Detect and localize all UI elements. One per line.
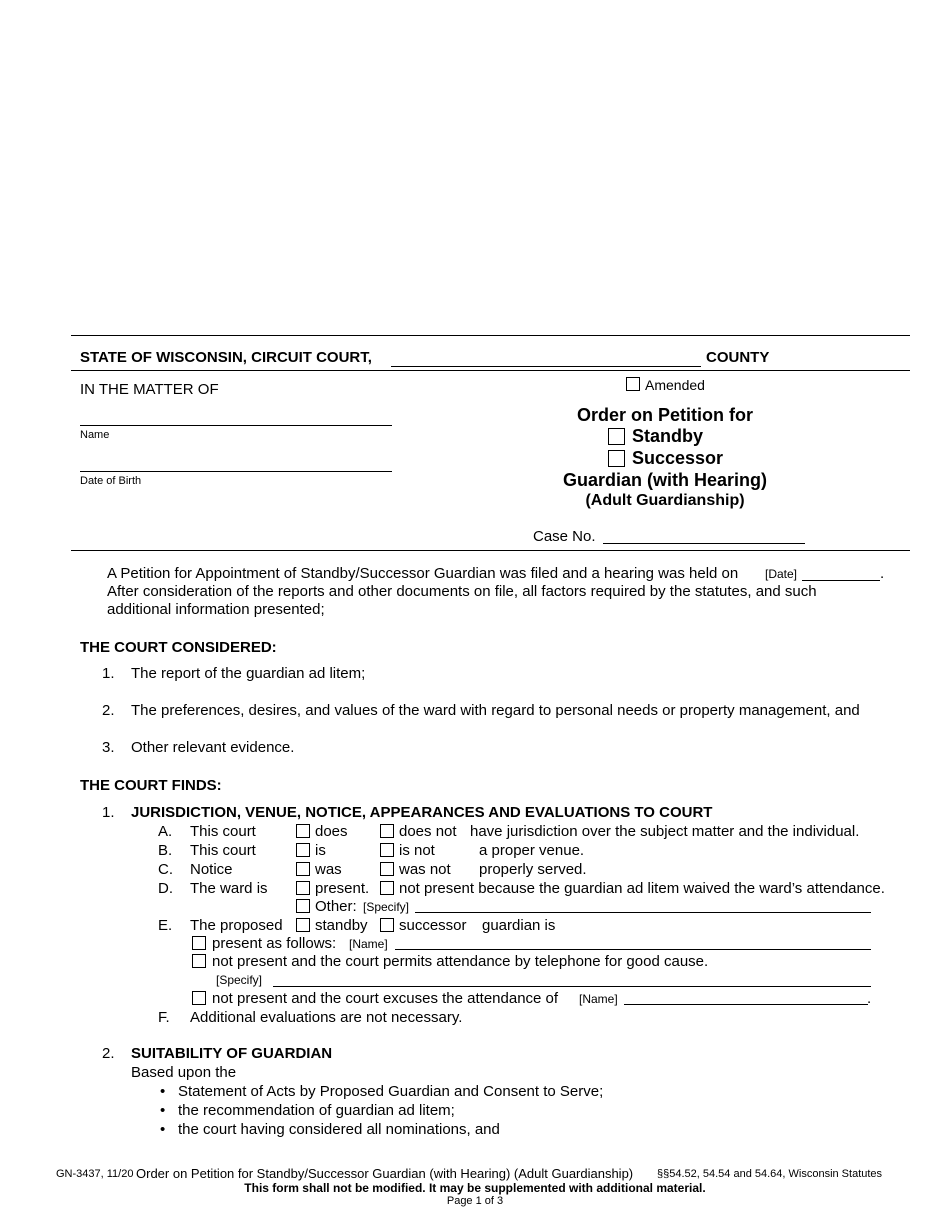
ward-not-present-label: not present because the guardian ad litem waived the ward’s attendance. bbox=[399, 880, 885, 897]
amended-label: Amended bbox=[645, 377, 705, 393]
standby-checkbox[interactable] bbox=[608, 428, 625, 445]
guardian-excused-field[interactable] bbox=[624, 1004, 868, 1005]
item-a-letter: A. bbox=[158, 823, 173, 840]
item-c-tail: properly served. bbox=[479, 861, 587, 878]
notice-was-label: was bbox=[315, 861, 342, 878]
section1-title: JURISDICTION, VENUE, NOTICE, APPEARANCES AND EVALUATIONS TO COURT bbox=[131, 804, 713, 821]
venue-is-not-checkbox[interactable] bbox=[380, 843, 394, 857]
considered-item-num: 3. bbox=[102, 739, 115, 756]
successor-label: Successor bbox=[632, 448, 724, 468]
intro-line1: A Petition for Appointment of Standby/Successor Guardian was filed and a hearing was held on bbox=[107, 565, 739, 582]
bullet-mark: • bbox=[160, 1102, 166, 1119]
telephone-specify-field[interactable] bbox=[273, 986, 871, 987]
section2-num: 2. bbox=[102, 1045, 115, 1062]
guardian-present-checkbox[interactable] bbox=[192, 936, 206, 950]
venue-is-not-label: is not bbox=[399, 842, 435, 859]
considered-heading: THE COURT CONSIDERED: bbox=[80, 639, 277, 656]
case-no-label: Case No. bbox=[533, 528, 596, 545]
guardian-telephone-checkbox[interactable] bbox=[192, 954, 206, 968]
item-b-letter: B. bbox=[158, 842, 173, 859]
dob-label: Date of Birth bbox=[80, 475, 142, 487]
item-a-tail: have jurisdiction over the subject matter and the individual. bbox=[470, 823, 860, 840]
name-label: Name bbox=[80, 429, 110, 441]
finds-heading: THE COURT FINDS: bbox=[80, 777, 222, 794]
ward-other-label: Other: bbox=[315, 898, 357, 915]
guardian-telephone-label: not present and the court permits attendance by telephone for good cause. bbox=[212, 953, 709, 970]
item-c-letter: C. bbox=[158, 861, 173, 878]
notice-was-not-checkbox[interactable] bbox=[380, 862, 394, 876]
footer-page: Page 1 of 3 bbox=[446, 1195, 504, 1207]
guardian-excused-period: . bbox=[867, 990, 872, 1007]
case-no-field[interactable] bbox=[603, 543, 805, 544]
header-top-rule bbox=[71, 335, 910, 336]
guardian-present-placeholder: [Name] bbox=[349, 937, 388, 951]
footer-statutes: §§54.52, 54.54 and 54.64, Wisconsin Statutes bbox=[657, 1168, 883, 1180]
intro-period: . bbox=[880, 565, 885, 582]
guardian-excused-checkbox[interactable] bbox=[192, 991, 206, 1005]
header-bottom-rule bbox=[71, 550, 910, 551]
intro-date-placeholder: [Date] bbox=[765, 567, 798, 581]
item-f-text: Additional evaluations are not necessary. bbox=[190, 1009, 463, 1026]
notice-was-not-label: was not bbox=[399, 861, 451, 878]
name-field[interactable] bbox=[80, 425, 392, 426]
considered-item-text: The report of the guardian ad litem; bbox=[131, 665, 366, 682]
matter-of-label: IN THE MATTER OF bbox=[80, 381, 219, 398]
standby-label: Standby bbox=[632, 426, 704, 446]
jurisdiction-does-label: does bbox=[315, 823, 348, 840]
bullet-item: the court having considered all nominations, and bbox=[178, 1121, 500, 1138]
county-label: COUNTY bbox=[706, 349, 770, 366]
notice-was-checkbox[interactable] bbox=[296, 862, 310, 876]
section2-based: Based upon the bbox=[131, 1064, 237, 1081]
jurisdiction-does-checkbox[interactable] bbox=[296, 824, 310, 838]
jurisdiction-does-not-checkbox[interactable] bbox=[380, 824, 394, 838]
guardian-excused-label: not present and the court excuses the attendance of bbox=[212, 990, 559, 1007]
successor-checkbox[interactable] bbox=[608, 450, 625, 467]
item-b-tail: a proper venue. bbox=[479, 842, 585, 859]
ward-present-label: present. bbox=[315, 880, 370, 897]
guardian-excused-placeholder: [Name] bbox=[579, 992, 618, 1006]
ward-other-checkbox[interactable] bbox=[296, 899, 310, 913]
venue-is-label: is bbox=[315, 842, 326, 859]
footer-notice: This form shall not be modified. It may be supplemented with additional material. bbox=[244, 1181, 706, 1195]
item-e-subject: The proposed bbox=[190, 917, 283, 934]
telephone-specify-placeholder: [Specify] bbox=[216, 973, 263, 987]
bullet-mark: • bbox=[160, 1121, 166, 1138]
section2-title: SUITABILITY OF GUARDIAN bbox=[131, 1045, 333, 1062]
hearing-date-field[interactable] bbox=[802, 580, 880, 581]
item-b-subject: This court bbox=[190, 842, 256, 859]
intro-line3: additional information presented; bbox=[107, 601, 325, 618]
proposed-successor-checkbox[interactable] bbox=[380, 918, 394, 932]
court-label: STATE OF WISCONSIN, CIRCUIT COURT, bbox=[80, 349, 372, 366]
proposed-standby-checkbox[interactable] bbox=[296, 918, 310, 932]
bullet-mark: • bbox=[160, 1083, 166, 1100]
bullet-item: the recommendation of guardian ad litem; bbox=[178, 1102, 455, 1119]
proposed-standby-label: standby bbox=[315, 917, 368, 934]
considered-item-text: The preferences, desires, and values of the ward with regard to personal needs or property management, and bbox=[131, 702, 860, 719]
item-a-subject: This court bbox=[190, 823, 256, 840]
ward-other-field[interactable] bbox=[415, 912, 871, 913]
section1-num: 1. bbox=[102, 804, 115, 821]
dob-field[interactable] bbox=[80, 471, 392, 472]
proposed-successor-label: successor bbox=[399, 917, 467, 934]
ward-not-present-checkbox[interactable] bbox=[380, 881, 394, 895]
considered-item-num: 1. bbox=[102, 665, 115, 682]
item-e-tail: guardian is bbox=[482, 917, 556, 934]
ward-present-checkbox[interactable] bbox=[296, 881, 310, 895]
intro-line2: After consideration of the reports and other documents on file, all factors required by the statutes, and such bbox=[107, 583, 817, 600]
considered-item-text: Other relevant evidence. bbox=[131, 739, 295, 756]
item-e-letter: E. bbox=[158, 917, 173, 934]
considered-item-num: 2. bbox=[102, 702, 115, 719]
venue-is-checkbox[interactable] bbox=[296, 843, 310, 857]
guardian-present-field[interactable] bbox=[395, 949, 871, 950]
header-mid-rule bbox=[71, 370, 910, 371]
item-d-letter: D. bbox=[158, 880, 173, 897]
item-d-subject: The ward is bbox=[190, 880, 268, 897]
jurisdiction-does-not-label: does not bbox=[399, 823, 457, 840]
item-c-subject: Notice bbox=[190, 861, 233, 878]
guardian-present-label: present as follows: bbox=[212, 935, 337, 952]
form-title-line3: (Adult Guardianship) bbox=[585, 492, 745, 509]
county-field[interactable] bbox=[391, 366, 701, 367]
item-f-letter: F. bbox=[158, 1009, 170, 1026]
form-title-line2: Guardian (with Hearing) bbox=[562, 470, 767, 490]
footer-form-title: Order on Petition for Standby/Successor Guardian (with Hearing) (Adult Guardianship) bbox=[136, 1166, 634, 1181]
bullet-item: Statement of Acts by Proposed Guardian and Consent to Serve; bbox=[178, 1083, 604, 1100]
ward-other-placeholder: [Specify] bbox=[363, 900, 410, 914]
footer-form-id: GN-3437, 11/20 bbox=[56, 1168, 134, 1180]
amended-checkbox[interactable] bbox=[626, 377, 640, 391]
form-title-line1: Order on Petition for bbox=[576, 405, 753, 425]
